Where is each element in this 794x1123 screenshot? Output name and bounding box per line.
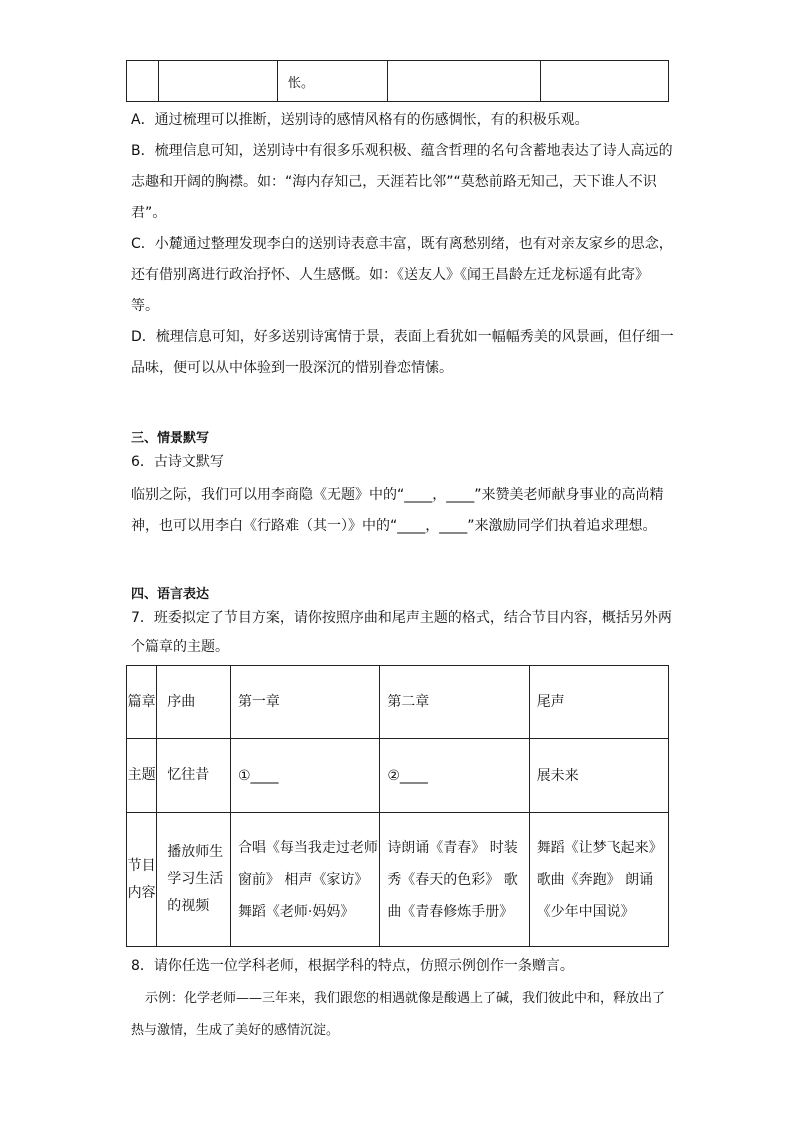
table-row [127,666,669,739]
table-cell: 播放师生学习生活的视频 [157,813,231,947]
question-7: 7．班委拟定了节目方案，请你按照序曲和尾声主题的格式，结合节目内容，概括另外两个篇章的主题。 [131,610,672,655]
table-row [127,813,669,947]
question-8-example: 示例：化学老师——三年来，我们跟您的相遇就像是酸遇上了碱，我们彼此中和，释放出了热与激情，生成了美好的感情沉淀。 [131,991,666,1038]
option-a: A．通过梳理可以推断，送别诗的感情风格有的伤感惆怅，有的积极乐观。 [131,112,589,128]
table-cell: 第二章 [380,666,529,739]
table-cell: 展未来 [529,739,668,813]
table-cell: ①____ [230,739,379,813]
table-cell: 舞蹈《让梦飞起来》 歌曲《奔跑》 朗诵《少年中国说》 [529,813,668,947]
table-cell [540,61,669,102]
question-6-body: 临别之际，我们可以用李商隐《无题》中的“____，____”来赞美老师献身事业的高尚精神，也可以用李白《行路难（其一）》中的“____，____”来激励同学们执着追求理想。 [131,487,664,534]
section-heading-3: 三、情景默写 [131,431,210,446]
table-cell: 第一章 [230,666,379,739]
option-d: D．梳理信息可知，好多送别诗寓情于景，表面上看犹如一幅幅秀美的风景画，但仔细一品味，便可以从中体验到一股深沉的惜别眷恋情愫。 [131,329,674,376]
previous-table-fragment [126,60,669,102]
table-cell: 合唱《每当我走过老师窗前》 相声《家访》 舞蹈《老师·妈妈》 [230,813,379,947]
table-row [127,739,669,813]
table-cell: 怅。 [278,61,388,102]
option-c: C．小麓通过整理发现李白的送别诗表意丰富，既有离愁别绪，也有对亲友家乡的思念，还有借别离进行政治抒怀、人生感慨。如：《送友人》《闻王昌龄左迁龙标遥有此寄》等。 [131,236,673,314]
table-cell [127,61,159,102]
table-cell: 节目内容 [127,813,157,947]
table-cell: 忆往昔 [157,739,231,813]
section-heading-4: 四、语言表达 [131,587,210,602]
program-table [126,665,669,947]
question-8-prompt: 8．请你任选一位学科老师，根据学科的特点，仿照示例创作一条赠言。 [131,958,574,974]
table-cell: 尾声 [529,666,668,739]
table-cell: 序曲 [157,666,231,739]
table-cell [387,61,540,102]
table-cell: 诗朗诵《青春》 时装秀《春天的色彩》 歌曲《青春修炼手册》 [380,813,529,947]
question-6-title: 6．古诗文默写 [131,454,224,470]
table-cell: 篇章 [127,666,157,739]
table-row [127,61,669,102]
table-cell [159,61,278,102]
option-b: B．梳理信息可知，送别诗中有很多乐观积极、蕴含哲理的名句含蓄地表达了诗人高远的志趣和开阔的胸襟。如：“海内存知己，天涯若比邻”“莫愁前路无知己，天下谁人不识君”。 [131,143,673,221]
table-cell: 主题 [127,739,157,813]
table-cell: ②____ [380,739,529,813]
